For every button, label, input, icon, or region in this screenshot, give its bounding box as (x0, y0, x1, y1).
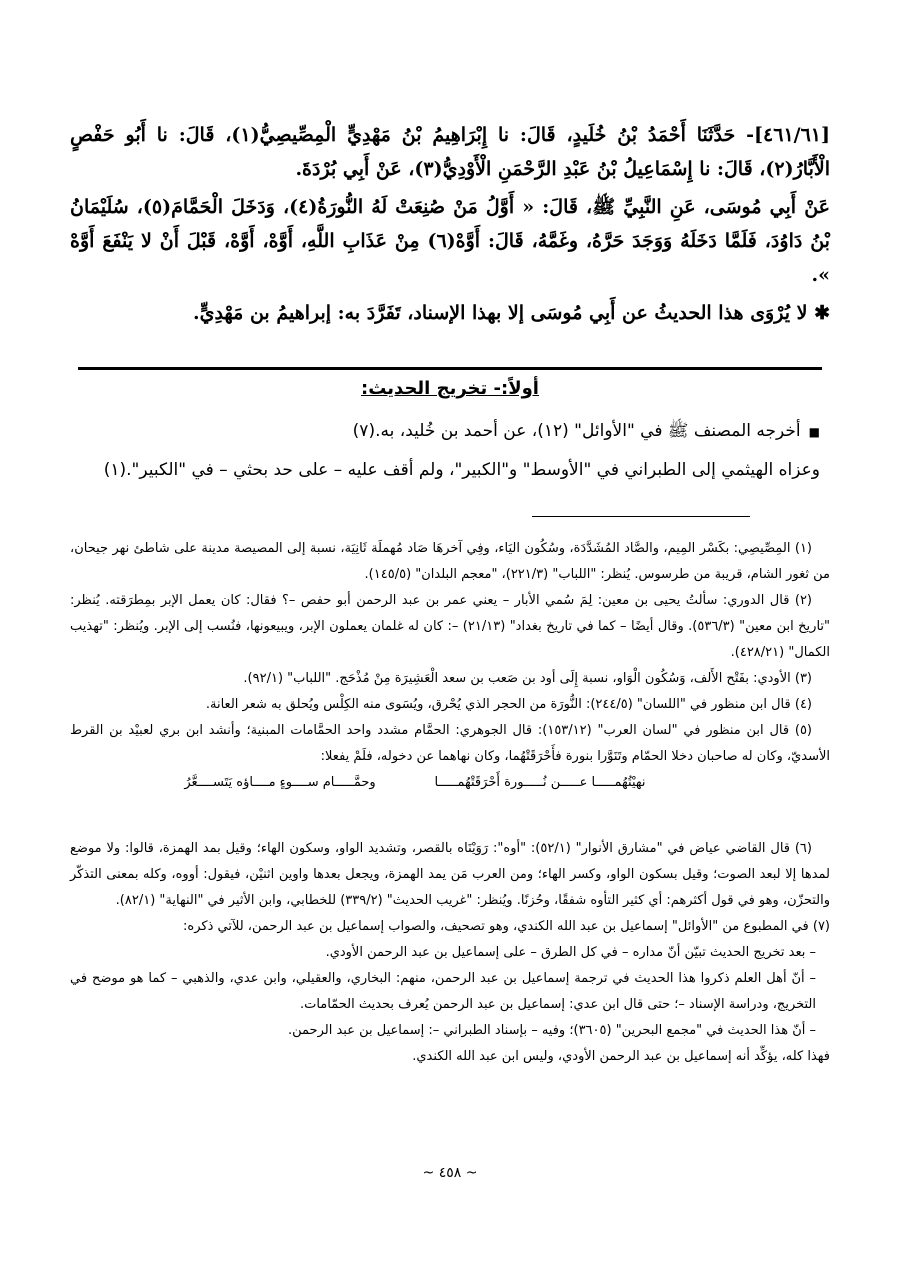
section-title: أولاً:- تخريج الحديث: (361, 378, 539, 399)
square-bullet-icon: ■ (808, 425, 820, 439)
footnote-7-conclusion: فهذا كله، يؤكِّد أنه إسماعيل بن عبد الرحمن الأودي، وليس ابن عبد الله الكندي. (412, 1049, 830, 1064)
footnote-2: (٢) قال الدوري: سألتُ يحيى بن معين: لِمَ سُمي الأبار – يعني عمر بن عبد الرحمن أبو حفص –؟ فقال: كان يعمل الإبر بمِطرَقته. يُنظر: "تاريخ ابن معين" (٥٣٦/٣). وقال أيضًا – كما في تاريخ بغداد" (٢١/١٣) –: كان له غلمان يعملون الإبر، ويبيعونها، فنُسب إلى الإبر. ويُنظر: "تهذيب الكمال" (٤٢٨/٢١). (70, 593, 830, 660)
footnotes (70, 536, 830, 1070)
footnote-7: (٧) في المطبوع من "الأوائل" إسماعيل بن عبد الله الكندي، وهو تصحيف، والصواب إسماعيل بن عبد الرحمن، للآتي ذكره: (183, 919, 830, 934)
section-heading (70, 378, 830, 399)
hadith-block (70, 118, 830, 334)
footnote-7-point-3: – أنّ هذا الحديث في "مجمع البحرين" (٣٦٠٥)؛ وفيه – بإسناد الطبراني –: إسماعيل بن عبد الرحمن. (288, 1023, 816, 1038)
hadith-note: ✱ لا يُرْوَى هذا الحديثُ عن أَبِي مُوسَى إلا بهذا الإسناد، تَفَرَّدَ به: إبراهيمُ بن مَهْدِيٍّ. (192, 302, 830, 324)
footnote-6: (٦) قال القاضي عياض في "مشارق الأنوار" (٥٢/١): "أوه": رَوَيْنَاه بالقصر، وتشديد الواو، وسكون الهاء؛ وقيل بمد الهمزة، قالوا: ولا موضع لمدها إلا لبعد الصوت؛ وقيل بسكون الواو، وكسر الهاء؛ ومن العرب مَن يمد الهمزة، ويجعل بعدها واوين اثنيْن، فيقول: أووه، وكله بمعنى التذكّر والتحزّن، وهو في قول أكثرهم: أي كثير التأوه شفقًا، وحُزنًا. ويُنظر: "غريب الحديث" (٣٣٩/٢) للخطابي، وابن الأثير في "النهاية" (٨٢/١). (70, 841, 830, 908)
takhrij-line-1: ■أخرجه المصنف ﷺ في "الأوائل" (١٢)، عن أحمد بن خُليد، به.(٧) (352, 421, 820, 441)
footnote-7-point-2: – أنّ أهل العلم ذكروا هذا الحديث في ترجمة إسماعيل بن عبد الرحمن، منهم: البخاري، والعقيلي، وابن عدي، والذهبي – كما هو موضح في التخريج، ودراسة الإسناد –؛ حتى قال ابن عدي: إسماعيل بن عبد الرحمن يُعرف بحديث الحمّامات. (70, 971, 816, 1012)
takhrij-line-2: وعزاه الهيثمي إلى الطبراني في "الأوسط" و"الكبير"، ولم أقف عليه – على حد بحثي – في "الكبير".(١) (103, 460, 820, 480)
takhrij-block (70, 412, 820, 489)
verse-hemistich-1: نهيْتُهُمـــــا عـــــن نُـــــورة أَحْرَقَتْهُمـــــا (434, 775, 646, 790)
page-number: ~ ٤٥٨ ~ (422, 1165, 478, 1181)
footnote-7-point-1: – بعد تخريج الحديث تبيّن أنّ مداره – في كل الطرق – على إسماعيل بن عبد الرحمن الأودي. (325, 945, 816, 960)
section-divider (78, 367, 822, 370)
footnote-4: (٤) قال ابن منظور في "اللسان" (٢٤٤/٥): النُّورَة من الحجر الذي يُحْرق، ويُسَوى منه الكِلْس ويُحلق به شعر العانة. (205, 697, 812, 712)
hadith-isnad: [٤٦١/٦١]- حَدَّثَنَا أَحْمَدُ بْنُ خُلَيدٍ، قَالَ: نا إِبْرَاهِيمُ بْنُ مَهْدِيٍّ الْمِصِّيصِيُّ(١)، قَالَ: نا أَبُو حَفْصٍ الْأَبَّارُ(٢)، قَالَ: نا إِسْمَاعِيلُ بْنُ عَبْدِ الرَّحْمَنِ الْأَوْدِيُّ(٣)، عَنْ أَبِي بُرْدَةَ. (70, 124, 830, 180)
poem-verse (70, 770, 830, 796)
verse-hemistich-2: وحمَّـــــام ســــوءٍ مــــاؤه يَتَســــعَّرُ (184, 775, 376, 790)
hadith-matn: عَنْ أَبِي مُوسَى، عَنِ النَّبِيِّ ﷺ، قَالَ: « أَوَّلُ مَنْ صُنِعَتْ لَهُ النُّورَةُ(٤)، وَدَخَلَ الْحَمَّامَ(٥)، سُلَيْمَانُ بْنُ دَاوُدَ، فَلَمَّا دَخَلَهُ وَوَجَدَ حَرَّهُ، وغَمَّهُ، قَالَ: أَوَّهْ(٦) مِنْ عَذَابِ اللَّهِ، أَوَّهْ، أَوَّهْ، قَبْلَ أَنْ لا يَنْفَعَ أَوَّهْ ». (70, 196, 830, 286)
footnote-5: (٥) قال ابن منظور في "لسان العرب" (١٥٣/١٢): قال الجوهري: الحمَّام مشدد واحد الحمَّامات المبنية؛ وأنشد ابن بري لعبيْد بن القرط الأسديّ، وكان له صاحبان دخلا الحمّام وتَنَوَّرا بنورة فأَحْرَقَتْهُما، وكان نهاهما عن دخوله، فلَمْ يفعلا: (70, 723, 830, 764)
footnote-separator (532, 516, 750, 517)
footnote-1: (١) المِصِّيصِي: بكَسْر المِيم، والصَّاد المُشَدَّدَة، وسُكُون اليَاء، وفِي آخرهَا صَاد مُهملَة ثَانِيَة، نسبة إلى المصيصة مدينة على شاطئ نهر جيحان، من ثغور الشام، قريبة من طرسوس. يُنظر: "اللباب" (٢٢١/٣)، "معجم البلدان" (١٤٥/٥). (70, 541, 830, 582)
footnote-3: (٣) الأودي: بفَتْح الأَلف، وَسُكُون الْوَاو، نسبة إِلَى أود بن صَعب بن سعد الْعَشِيرَة مِنْ مُذْحَج. "اللباب" (٩٢/١). (243, 671, 812, 686)
